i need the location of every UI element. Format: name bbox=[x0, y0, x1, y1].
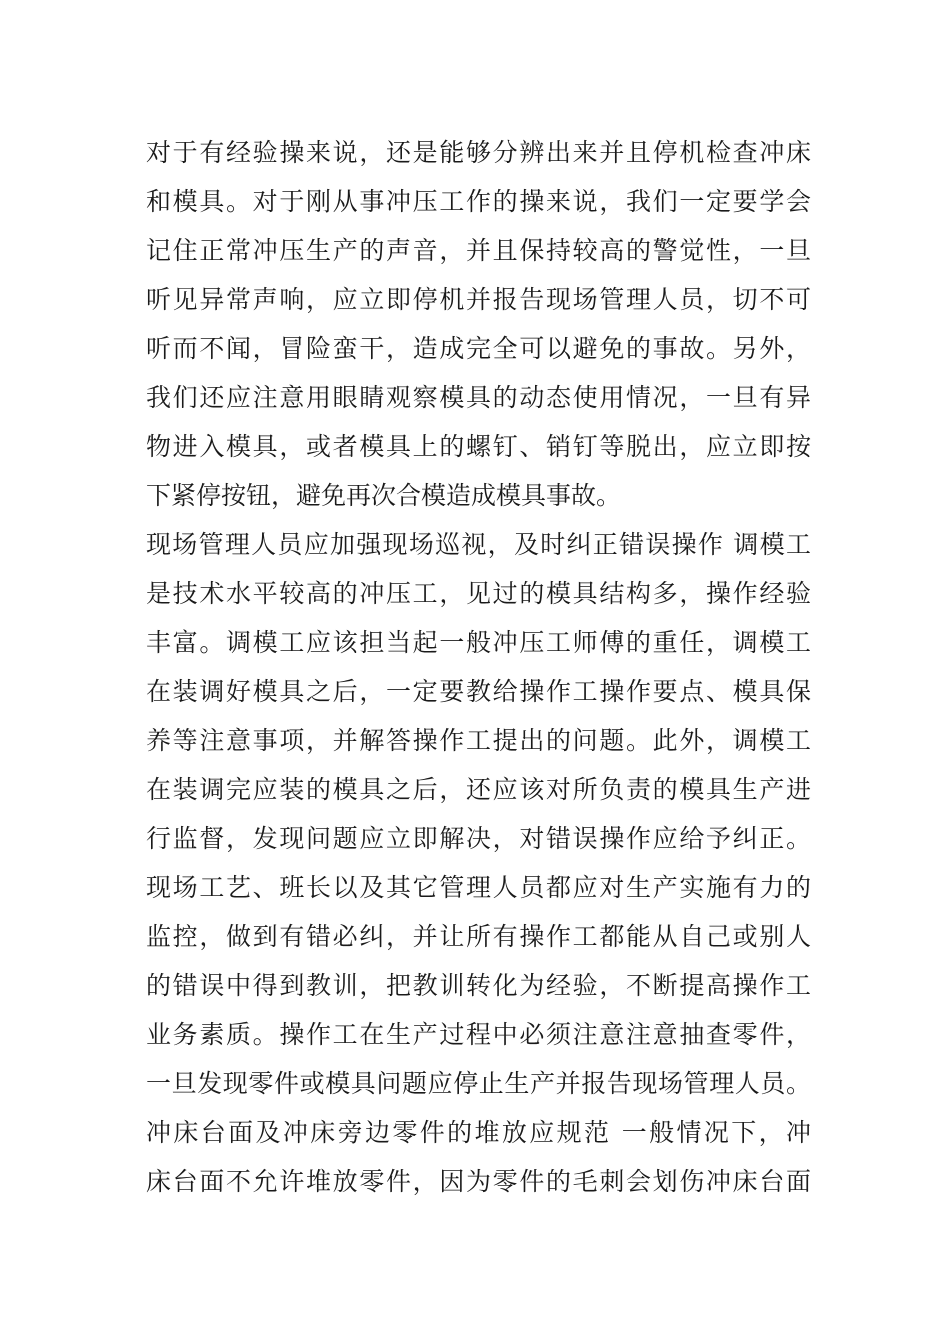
text-line: 现场工艺、班长以及其它管理人员都应对生产实施有力的 bbox=[146, 873, 811, 902]
text-line: 行监督，发现问题应立即解决，对错误操作应给予纠正。 bbox=[146, 824, 811, 853]
text-line: 记住正常冲压生产的声音，并且保持较高的警觉性，一旦 bbox=[146, 236, 811, 265]
text-line: 的错误中得到教训，把教训转化为经验，不断提高操作工 bbox=[146, 971, 811, 1000]
text-line: 现场管理人员应加强现场巡视，及时纠正错误操作 调模工 bbox=[146, 530, 811, 559]
body-text bbox=[146, 128, 811, 1206]
text-line: 一旦发现零件或模具问题应停止生产并报告现场管理人员。 bbox=[146, 1069, 811, 1098]
text-line: 我们还应注意用眼睛观察模具的动态使用情况，一旦有异 bbox=[146, 383, 811, 412]
text-line: 业务素质。操作工在生产过程中必须注意注意抽查零件， bbox=[146, 1020, 811, 1049]
text-line: 养等注意事项，并解答操作工提出的问题。此外，调模工 bbox=[146, 726, 811, 755]
text-line: 冲床台面及冲床旁边零件的堆放应规范 一般情况下，冲 bbox=[146, 1118, 811, 1147]
text-line: 对于有经验操来说，还是能够分辨出来并且停机检查冲床 bbox=[146, 138, 811, 167]
text-line: 丰富。调模工应该担当起一般冲压工师傅的重任，调模工 bbox=[146, 628, 811, 657]
text-line: 听而不闻，冒险蛮干，造成完全可以避免的事故。另外， bbox=[146, 334, 811, 363]
text-line: 床台面不允许堆放零件，因为零件的毛刺会划伤冲床台面 bbox=[146, 1167, 811, 1196]
text-line: 听见异常声响，应立即停机并报告现场管理人员，切不可 bbox=[146, 285, 811, 314]
text-line: 监控，做到有错必纠，并让所有操作工都能从自己或别人 bbox=[146, 922, 811, 951]
text-line: 和模具。对于刚从事冲压工作的操来说，我们一定要学会 bbox=[146, 187, 811, 216]
text-line: 在装调好模具之后，一定要教给操作工操作要点、模具保 bbox=[146, 677, 811, 706]
text-line: 是技术水平较高的冲压工，见过的模具结构多，操作经验 bbox=[146, 579, 811, 608]
text-line: 物进入模具，或者模具上的螺钉、销钉等脱出，应立即按 bbox=[146, 432, 811, 461]
text-line: 下紧停按钮，避免再次合模造成模具事故。 bbox=[146, 481, 622, 510]
text-line: 在装调完应装的模具之后，还应该对所负责的模具生产进 bbox=[146, 775, 811, 804]
